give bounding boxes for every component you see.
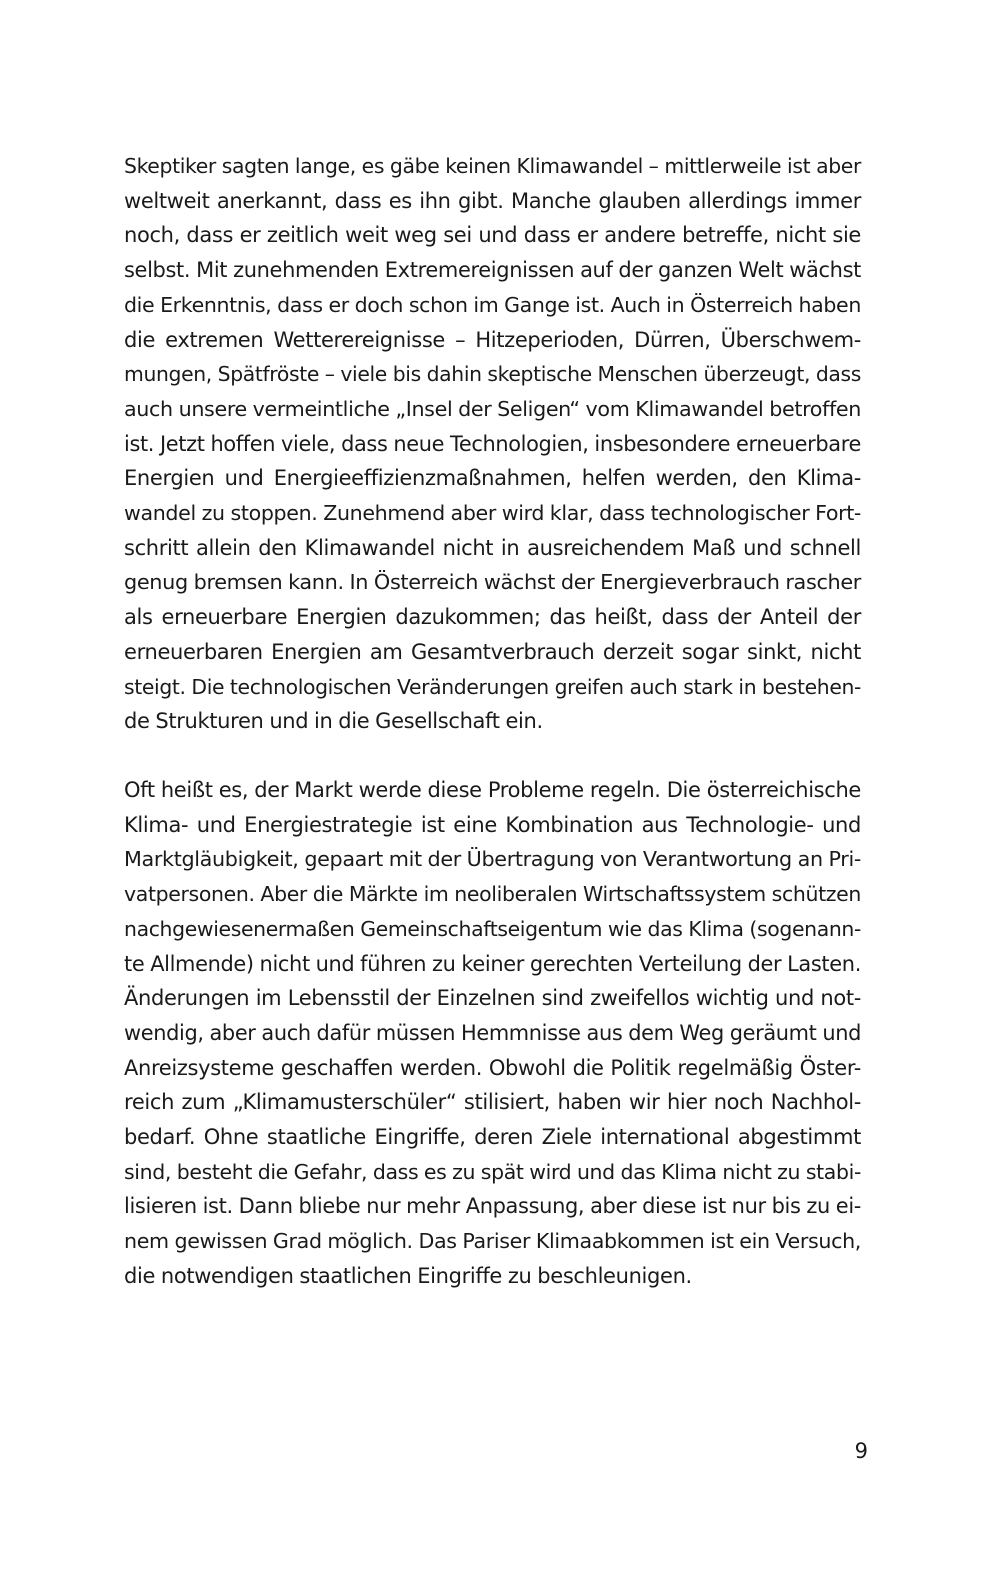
text-line: Klima- und Energiestrategie ist eine Kombination aus Technologie- und [124, 812, 861, 837]
text-line: auch unsere vermeintliche „Insel der Seligen“ vom Klimawandel betroffen [124, 396, 861, 421]
text-line: Skeptiker sagten lange, es gäbe keinen Klimawandel – mittlerweile ist aber [124, 154, 861, 178]
text-line: steigt. Die technologischen Veränderungen greifen auch stark in bestehen- [124, 674, 861, 699]
text-line: schritt allein den Klimawandel nicht in ausreichendem Maß und schnell [124, 535, 861, 560]
text-line: nachgewiesenermaßen Gemeinschaftseigentum wie das Klima (sogenann- [124, 916, 861, 941]
text-line: wandel zu stoppen. Zunehmend aber wird klar, dass technologischer Fort- [124, 501, 861, 526]
text-line: te Allmende) nicht und führen zu keiner gerechten Verteilung der Lasten. [124, 951, 861, 976]
text-line: die notwendigen staatlichen Eingriffe zu beschleunigen. [124, 1263, 692, 1288]
text-line: mungen, Spätfröste – viele bis dahin skeptische Menschen überzeugt, dass [124, 362, 861, 387]
text-line: de Strukturen und in die Gesellschaft ein. [124, 709, 543, 734]
text-line: selbst. Mit zunehmenden Extremereignissen auf der ganzen Welt wächst [124, 258, 861, 283]
text-line: Änderungen im Lebensstil der Einzelnen sind zweifellos wichtig und not- [124, 986, 861, 1011]
text-line: erneuerbaren Energien am Gesamtverbrauch derzeit sogar sinkt, nicht [124, 639, 861, 664]
text-line: die extremen Wetterereignisse – Hitzeperioden, Dürren, Überschwem- [124, 327, 861, 352]
text-line: Anreizsysteme geschaffen werden. Obwohl die Politik regelmäßig Öster- [124, 1055, 861, 1080]
text-line: noch, dass er zeitlich weit weg sei und dass er andere betreffe, nicht sie [124, 223, 861, 248]
text-line: vatpersonen. Aber die Märkte im neoliberalen Wirtschaftssystem schützen [124, 882, 861, 907]
text-line: Oft heißt es, der Markt werde diese Probleme regeln. Die österreichische [124, 778, 861, 802]
text-line: weltweit anerkannt, dass es ihn gibt. Manche glauben allerdings immer [124, 188, 861, 213]
page-number: 9 [854, 1439, 868, 1463]
text-line: nem gewissen Grad möglich. Das Pariser Klimaabkommen ist ein Versuch, [124, 1229, 861, 1254]
text-line: genug bremsen kann. In Österreich wächst der Energieverbrauch rascher [124, 570, 861, 595]
text-line: Marktgläubigkeit, gepaart mit der Übertragung von Verantwortung an Pri- [124, 847, 861, 872]
paragraph-1 [124, 149, 861, 739]
paragraph-2 [124, 773, 861, 1294]
text-line: ist. Jetzt hoffen viele, dass neue Technologien, insbesondere erneuerbare [124, 431, 861, 456]
text-line: lisieren ist. Dann bliebe nur mehr Anpassung, aber diese ist nur bis zu ei- [124, 1194, 861, 1219]
text-line: die Erkenntnis, dass er doch schon im Gange ist. Auch in Österreich haben [124, 292, 861, 317]
text-line: wendig, aber auch dafür müssen Hemmnisse aus dem Weg geräumt und [124, 1020, 861, 1045]
text-line: als erneuerbare Energien dazukommen; das heißt, dass der Anteil der [124, 605, 861, 630]
text-line: bedarf. Ohne staatliche Eingriffe, deren Ziele international abgestimmt [124, 1125, 861, 1150]
text-line: Energien und Energieeffizienzmaßnahmen, helfen werden, den Klima- [124, 466, 861, 491]
text-line: sind, besteht die Gefahr, dass es zu spät wird und das Klima nicht zu stabi- [124, 1159, 861, 1184]
text-line: reich zum „Klimamusterschüler“ stilisiert, haben wir hier noch Nachhol- [124, 1090, 861, 1115]
